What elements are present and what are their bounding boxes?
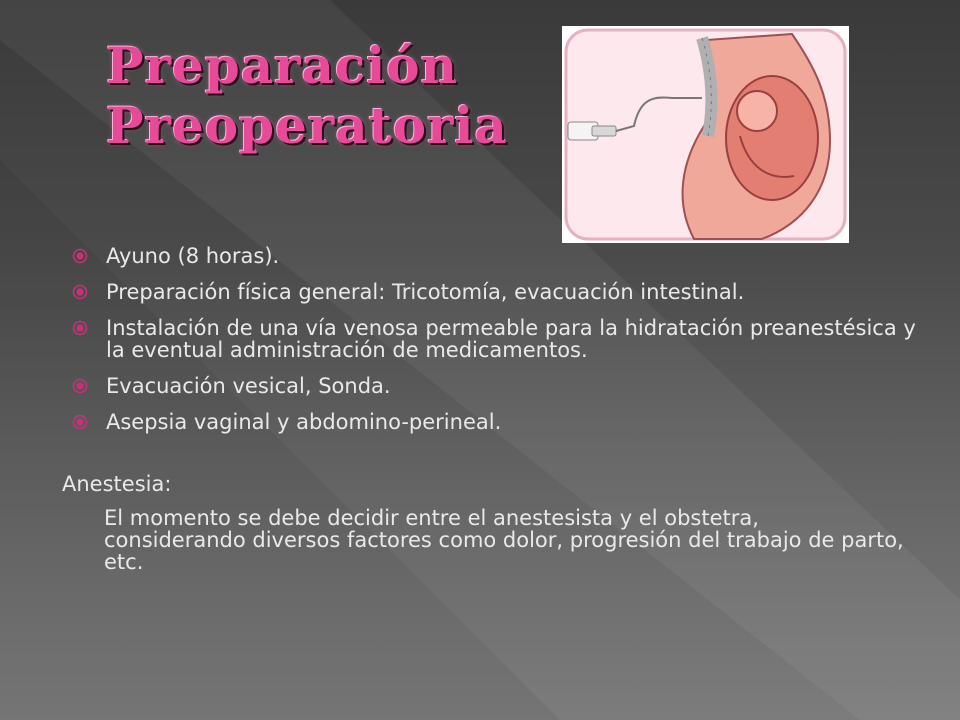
slide-body bbox=[62, 245, 922, 573]
bullet-item bbox=[62, 375, 922, 397]
circled-bullet-icon bbox=[72, 414, 88, 430]
title-line-2: Preoperatoria bbox=[106, 96, 508, 155]
circled-bullet-icon bbox=[72, 378, 88, 394]
bullet-text: Instalación de una vía venosa permeable para la hidratación preanestésica y la eventual administración de medicamentos. bbox=[106, 316, 916, 362]
bullet-text: Preparación física general: Tricotomía, evacuación intestinal. bbox=[106, 280, 745, 304]
bullet-text: Evacuación vesical, Sonda. bbox=[106, 374, 391, 398]
circled-bullet-icon bbox=[72, 284, 88, 300]
circled-bullet-icon bbox=[72, 248, 88, 264]
bullet-item bbox=[62, 411, 922, 433]
bullet-item bbox=[62, 317, 922, 361]
bullet-list bbox=[62, 245, 922, 433]
title-line-1: Preparación bbox=[106, 36, 458, 95]
anesthesia-paragraph: El momento se debe decidir entre el anestesista y el obstetra, considerando diversos factores como dolor, progresión del trabajo de parto, etc. bbox=[104, 506, 904, 574]
circled-bullet-icon bbox=[72, 320, 88, 336]
bullet-text: Asepsia vaginal y abdomino-perineal. bbox=[106, 410, 502, 434]
epidural-pregnancy-illustration bbox=[562, 26, 849, 243]
bullet-item bbox=[62, 245, 922, 267]
slide-title bbox=[106, 36, 546, 156]
anesthesia-heading: Anestesia: bbox=[62, 472, 172, 496]
bullet-text: Ayuno (8 horas). bbox=[106, 244, 280, 268]
bullet-item bbox=[62, 281, 922, 303]
